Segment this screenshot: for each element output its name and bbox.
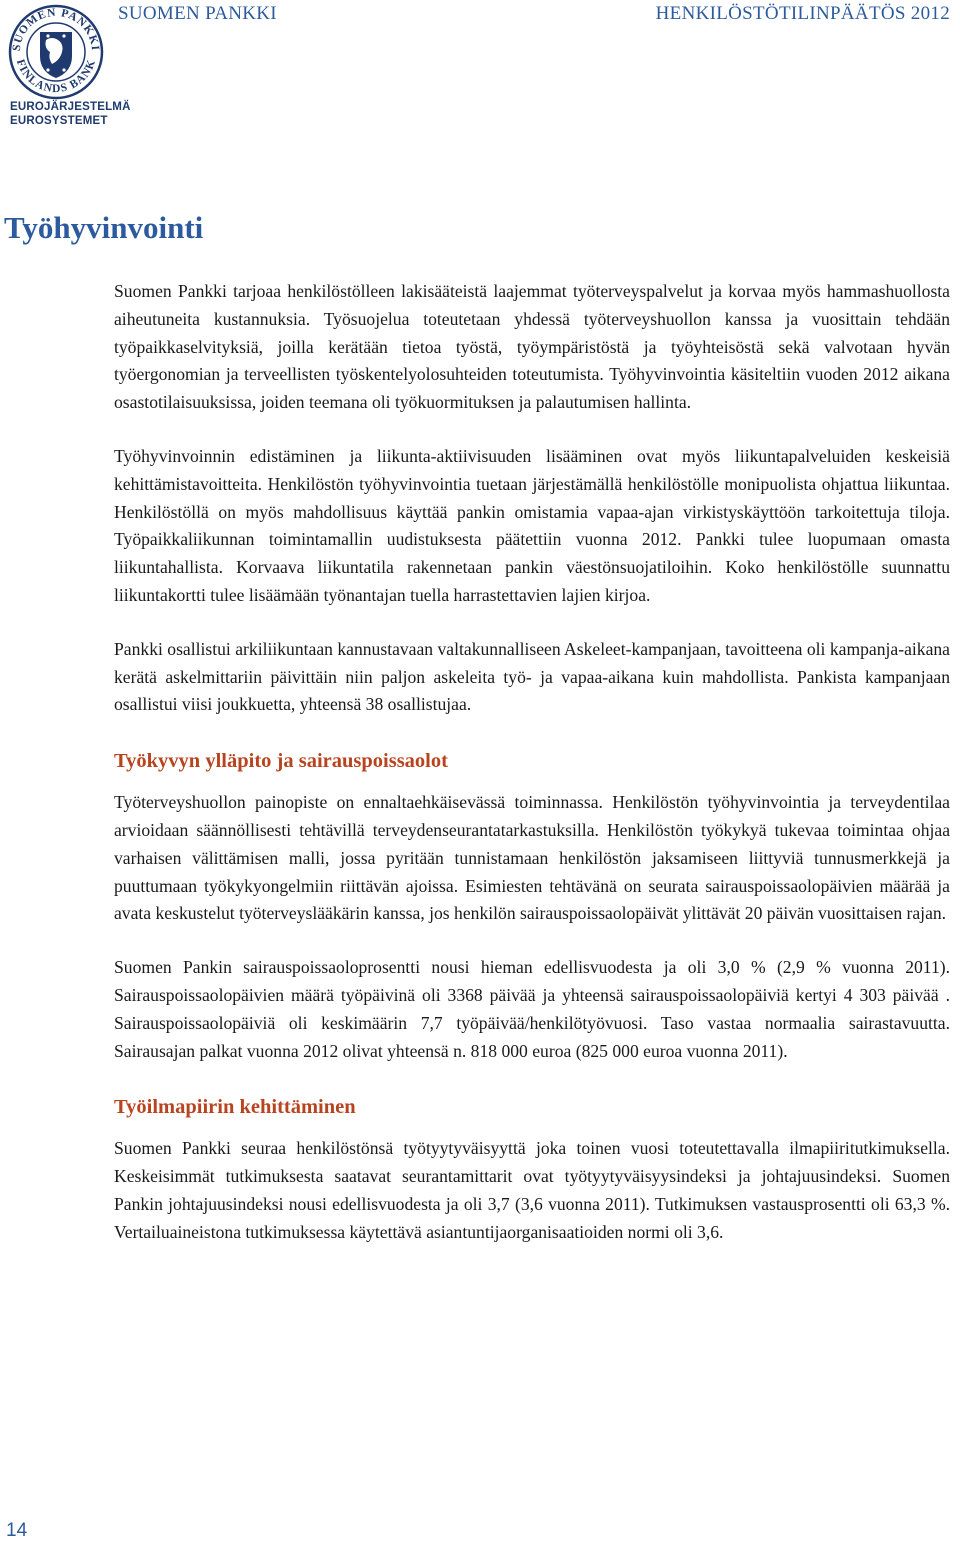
eurosystem-label-fi: EUROJÄRJESTELMÄ	[10, 101, 131, 113]
section-heading: Työilmapiirin kehittäminen	[114, 1096, 356, 1119]
bank-logo	[4, 0, 131, 128]
paragraph: Työterveyshuollon painopiste on ennaltaehkäisevässä toiminnassa. Henkilöstön työhyvinvointia ja terveydentilaa arvioidaan säännöllisesti tehtävillä terveydenseurantatarkastuksilla. Henkilöstön työkykyä tukevaa toimintaa ohjaa varhaisen välittämisen malli, jossa pyritään tunnistamaan henkilöstön jaksamiseen liittyviä tunnusmerkkejä ja puuttumaan työkykyongelmiin riittävän ajoissa. Esimiesten tehtävänä on seurata sairauspoissaolopäivien määrää ja avata keskustelut työterveyslääkärin kanssa, jos henkilön sairauspoissaolopäivät ylittävät 20 päivän vuosittaisen rajan.	[114, 792, 950, 924]
eurosystem-label-sv: EUROSYSTEMET	[10, 115, 108, 127]
paragraph: Suomen Pankki seuraa henkilöstönsä työtyytyväisyyttä joka toinen vuosi toteutettavalla ilmapiiritutkimuksella. Keskeisimmät tutkimuksesta saatavat seurantamittarit ovat työtyytyväisyysindeksi ja johtajuusindeksi. Suomen Pankin johtajuusindeksi nousi edellisvuodesta ja oli 3,7 (3,6 vuonna 2011). Tutkimuksen vastausprosentti oli 63,3 %. Vertailuaineistona tutkimuksessa käytettävä asiantuntijaorganisaatioiden normi oli 3,6.	[114, 1138, 950, 1242]
svg-text:FINLANDS BANK: FINLANDS BANK	[13, 57, 99, 96]
paragraph: Suomen Pankki tarjoaa henkilöstölleen lakisääteistä laajemmat työterveyspalvelut ja korvaa myös hammashuollosta aiheutuneita kustannuksia. Työsuojelua toteutetaan yhdessä työterveyshuollon kanssa ja vuosittain tehdään työpaikkaselvityksiä, joilla kerätään tietoa työstä, työympäristöstä ja työyhteisöstä sekä valvotaan hyvän työergonomian ja terveellisten työskentelyolosuhteiden toteutumista. Työhyvinvointia käsiteltiin vuoden 2012 aikana osastotilaisuuksissa, joiden teemana oli työkuormituksen ja palautumisen hallinta.	[114, 281, 950, 413]
main-content	[114, 278, 950, 1273]
paragraph: Työhyvinvoinnin edistäminen ja liikunta-aktiivisuuden lisääminen ovat myös liikuntapalveluiden keskeisiä kehittämistavoitteita. Henkilöstön työhyvinvointia tuetaan järjestämällä henkilöstölle monipuolista ohjattua liikuntaa. Henkilöstöllä on myös mahdollisuus käyttää pankin omistamia vapaa-ajan virkistyskäyttöön tarkoitettuja tiloja. Työpaikkaliikunnan toimintamallin uudistuksesta päätettiin vuonna 2012. Pankki tulee luopumaan omasta liikuntahallista. Korvaava liikuntatila rakennetaan pankin väestönsuojatiloihin. Koko henkilöstölle suunnattu liikuntakortti tulee lisäämään työnantajan tuella harrastettavien lajien kirjoa.	[114, 445, 950, 605]
section-heading: Työkyvyn ylläpito ja sairauspoissaolot	[114, 750, 448, 773]
header-report-title: HENKILÖSTÖTILINPÄÄTÖS 2012	[655, 3, 950, 24]
paragraph: Pankki osallistui arkiliikuntaan kannustavaan valtakunnalliseen Askeleet-kampanjaan, tavoitteena oli kampanja-aikana kerätä askelmittariin päivittäin niin paljon askeleita työ- ja vapaa-aikana kuin mahdollista. Pankista kampanjaan osallistui viisi joukkuetta, yhteensä 38 osallistujaa.	[114, 638, 950, 715]
page-title: Työhyvinvointi	[4, 210, 204, 245]
paragraph: Suomen Pankin sairauspoissaoloprosentti nousi hieman edellisvuodesta ja oli 3,0 % (2,9 % vuonna 2011). Sairauspoissaolopäivien määrä työpäivinä oli 3368 päivää ja yhteensä sairauspoissaolopäiviä kertyi 4 303 päivää . Sairauspoissaolopäiviä oli keskimäärin 7,7 työpäivää/henkilötyövuosi. Taso vastaa normaalia sairastavuutta. Sairausajan palkat vuonna 2012 olivat yhteensä n. 818 000 euroa (825 000 euroa vuonna 2011).	[114, 957, 950, 1061]
header-bank-name: SUOMEN PANKKI	[118, 3, 277, 24]
page-number: 14	[6, 1520, 28, 1541]
svg-text:SUOMEN PANKKI: SUOMEN PANKKI	[10, 6, 102, 52]
bank-seal-icon	[4, 0, 108, 100]
